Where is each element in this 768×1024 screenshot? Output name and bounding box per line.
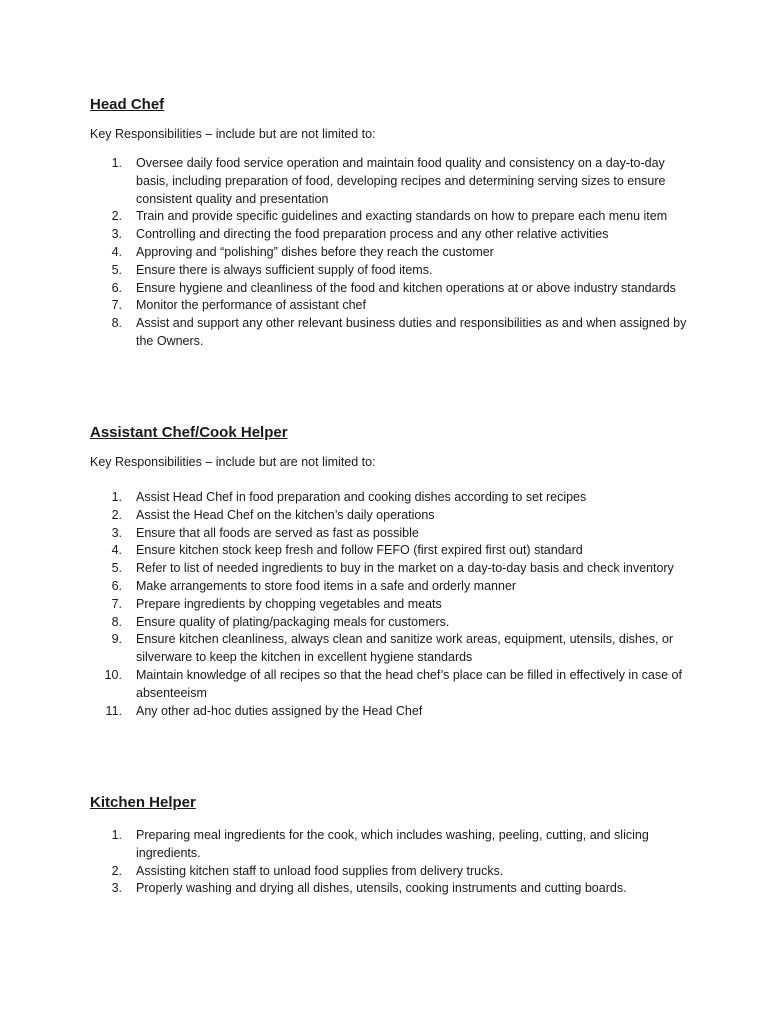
list-item-number: 6. bbox=[111, 578, 122, 593]
head-chef-section bbox=[90, 95, 690, 351]
list-item-text: Make arrangements to store food items in a safe and orderly manner bbox=[136, 578, 517, 593]
list-item-text: Controlling and directing the food preparation process and any other relative activities bbox=[136, 227, 609, 242]
list-item bbox=[90, 667, 690, 703]
list-item bbox=[90, 827, 690, 863]
list-item bbox=[90, 226, 690, 244]
assistant-chef-section bbox=[90, 423, 690, 720]
list-item bbox=[90, 863, 690, 881]
list-item-text: Any other ad-hoc duties assigned by the Head Chef bbox=[136, 703, 423, 718]
list-item-number: 8. bbox=[111, 316, 122, 331]
list-item bbox=[90, 525, 690, 543]
list-item bbox=[90, 703, 690, 721]
list-item bbox=[90, 596, 690, 614]
list-item-number: 5. bbox=[111, 262, 122, 277]
list-item-number: 11. bbox=[105, 703, 122, 718]
list-item-text: Ensure there is always sufficient supply of food items. bbox=[136, 262, 433, 277]
responsibility-list bbox=[90, 155, 690, 351]
list-item-number: 5. bbox=[111, 561, 122, 576]
section-intro: Key Responsibilities – include but are not limited to: bbox=[90, 127, 376, 141]
list-item-text: Preparing meal ingredients for the cook, which includes washing, peeling, cutting, and slicing ingredients. bbox=[136, 828, 649, 860]
list-item-number: 2. bbox=[111, 209, 122, 224]
list-item-number: 6. bbox=[111, 280, 122, 295]
list-item bbox=[90, 631, 690, 667]
list-item bbox=[90, 578, 690, 596]
list-item-text: Train and provide specific guidelines and exacting standards on how to prepare each menu item bbox=[136, 209, 668, 224]
responsibility-list bbox=[90, 489, 690, 720]
list-item bbox=[90, 880, 690, 898]
list-item-number: 9. bbox=[111, 632, 122, 647]
list-item-number: 1. bbox=[111, 828, 122, 842]
list-item bbox=[90, 489, 690, 507]
list-item-text: Maintain knowledge of all recipes so that the head chef’s place can be filled in effectively in case of absenteeism bbox=[136, 667, 682, 700]
list-item bbox=[90, 244, 690, 262]
list-item-text: Monitor the performance of assistant chef bbox=[136, 298, 366, 313]
list-item bbox=[90, 155, 690, 208]
list-item bbox=[90, 614, 690, 632]
list-item-number: 7. bbox=[111, 596, 122, 611]
section-heading: Assistant Chef/Cook Helper bbox=[90, 424, 288, 441]
list-item-text: Assist the Head Chef on the kitchen’s daily operations bbox=[136, 507, 435, 522]
list-item-text: Ensure hygiene and cleanliness of the food and kitchen operations at or above industry standards bbox=[136, 280, 676, 295]
list-item-number: 3. bbox=[111, 525, 122, 540]
list-item-text: Ensure that all foods are served as fast as possible bbox=[136, 525, 419, 540]
list-item bbox=[90, 542, 690, 560]
list-item-text: Approving and “polishing” dishes before they reach the customer bbox=[136, 244, 494, 259]
list-item-number: 8. bbox=[111, 614, 122, 629]
list-item bbox=[90, 297, 690, 315]
list-item-number: 1. bbox=[111, 156, 122, 170]
list-item-number: 2. bbox=[111, 507, 122, 522]
list-item-number: 4. bbox=[111, 244, 122, 259]
section-heading: Head Chef bbox=[90, 96, 165, 113]
list-item bbox=[90, 507, 690, 525]
list-item-text: Ensure quality of plating/packaging meals for customers. bbox=[136, 614, 450, 629]
list-item-number: 4. bbox=[111, 543, 122, 558]
list-item-text: Assist Head Chef in food preparation and cooking dishes according to set recipes bbox=[136, 490, 587, 504]
list-item-text: Assist and support any other relevant business duties and responsibilities as and when assigned by the Owners. bbox=[136, 316, 687, 348]
list-item-number: 1. bbox=[111, 490, 122, 504]
list-item-text: Oversee daily food service operation and maintain food quality and consistency on a day-to-day basis, including preparation of food, developing recipes and determining serving sizes to ensure consistent quality and presentation bbox=[136, 156, 666, 206]
list-item-text: Ensure kitchen stock keep fresh and follow FEFO (first expired first out) standard bbox=[136, 543, 583, 558]
list-item bbox=[90, 560, 690, 578]
list-item-text: Prepare ingredients by chopping vegetables and meats bbox=[136, 596, 442, 611]
list-item-number: 2. bbox=[111, 863, 122, 878]
list-item bbox=[90, 262, 690, 280]
kitchen-helper-section bbox=[90, 793, 690, 898]
list-item-number: 7. bbox=[111, 298, 122, 313]
list-item bbox=[90, 315, 690, 351]
section-intro: Key Responsibilities – include but are not limited to: bbox=[90, 455, 376, 469]
list-item-number: 10. bbox=[104, 667, 122, 682]
list-item bbox=[90, 208, 690, 226]
list-item-text: Ensure kitchen cleanliness, always clean and sanitize work areas, equipment, utensils, dishes, or silverware to keep the kitchen in excellent hygiene standards bbox=[136, 632, 674, 665]
list-item-text: Assisting kitchen staff to unload food supplies from delivery trucks. bbox=[136, 863, 504, 878]
list-item bbox=[90, 280, 690, 298]
list-item-text: Refer to list of needed ingredients to buy in the market on a day-to-day basis and check inventory bbox=[136, 561, 674, 576]
list-item-text: Properly washing and drying all dishes, utensils, cooking instruments and cutting boards. bbox=[136, 881, 627, 896]
list-item-number: 3. bbox=[111, 227, 122, 242]
section-heading: Kitchen Helper bbox=[90, 794, 196, 811]
list-item-number: 3. bbox=[111, 881, 122, 896]
responsibility-list bbox=[90, 827, 690, 898]
